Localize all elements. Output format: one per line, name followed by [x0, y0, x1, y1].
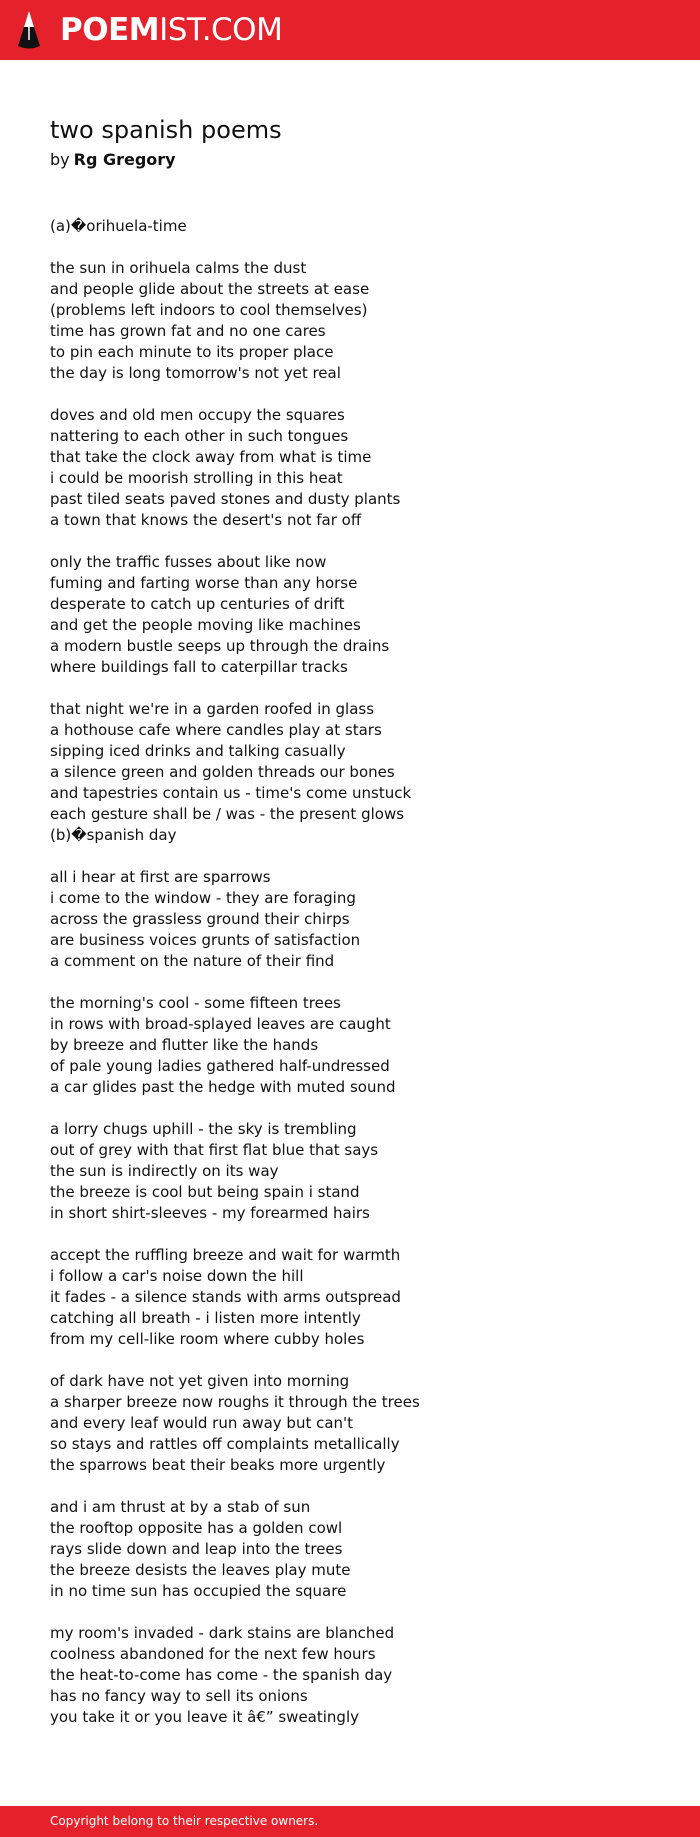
poem-line: to pin each minute to its proper place	[50, 343, 334, 361]
byline	[50, 148, 650, 172]
poem-line: you take it or you leave it â€” sweatingly	[50, 1708, 359, 1726]
poem-line: the sun is indirectly on its way	[50, 1162, 279, 1180]
poem-line: i come to the window - they are foraging	[50, 889, 356, 907]
author-link[interactable]: Rg Gregory	[73, 150, 176, 169]
poem-line	[50, 1224, 650, 1245]
poem-line: a modern bustle seeps up through the drains	[50, 637, 390, 655]
poem-line: the morning's cool - some fifteen trees	[50, 994, 341, 1012]
poem-line: past tiled seats paved stones and dusty plants	[50, 490, 401, 508]
by-label: by	[50, 150, 70, 169]
poem-line: (problems left indoors to cool themselves)	[50, 301, 368, 319]
poem-line: each gesture shall be / was - the present glows	[50, 805, 405, 823]
poem-line: and tapestries contain us - time's come unstuck	[50, 784, 412, 802]
poem-line: time has grown fat and no one cares	[50, 322, 326, 340]
poem-line: and get the people moving like machines	[50, 616, 361, 634]
poem-line: nattering to each other in such tongues	[50, 427, 349, 445]
poem-line	[50, 1476, 650, 1497]
poem-line: doves and old men occupy the squares	[50, 406, 345, 424]
poem-body	[50, 216, 650, 1728]
poem-line: across the grassless ground their chirps	[50, 910, 350, 928]
poem-line	[50, 846, 650, 867]
logo-wordmark	[60, 10, 282, 50]
poem-line: in no time sun has occupied the square	[50, 1582, 347, 1600]
poem-line: all i hear at first are sparrows	[50, 868, 271, 886]
poem-line: out of grey with that first flat blue that says	[50, 1141, 379, 1159]
site-header	[0, 0, 700, 60]
poem-line: the rooftop opposite has a golden cowl	[50, 1519, 343, 1537]
poem-line: where buildings fall to caterpillar tracks	[50, 658, 348, 676]
poem-line: and i am thrust at by a stab of sun	[50, 1498, 311, 1516]
poem-line	[50, 972, 650, 993]
poem-line	[50, 1098, 650, 1119]
poem-line: and people glide about the streets at ease	[50, 280, 370, 298]
poem-line: in short shirt-sleeves - my forearmed hairs	[50, 1204, 370, 1222]
poem-line: desperate to catch up centuries of drift	[50, 595, 345, 613]
poem-line: the sun in orihuela calms the dust	[50, 259, 307, 277]
poem-line: i follow a car's noise down the hill	[50, 1267, 304, 1285]
poem-line: a town that knows the desert's not far off	[50, 511, 362, 529]
poem-line: from my cell-like room where cubby holes	[50, 1330, 365, 1348]
poem-line	[50, 237, 650, 258]
poem-line: and every leaf would run away but can't	[50, 1414, 354, 1432]
poem-line	[50, 678, 650, 699]
site-logo[interactable]	[16, 10, 282, 50]
poem-line: rays slide down and leap into the trees	[50, 1540, 343, 1558]
poem-line: of dark have not yet given into morning	[50, 1372, 350, 1390]
poem-line: fuming and farting worse than any horse	[50, 574, 358, 592]
poem-line: sipping iced drinks and talking casually	[50, 742, 346, 760]
poem-line: by breeze and flutter like the hands	[50, 1036, 319, 1054]
poem-line: only the traffic fusses about like now	[50, 553, 327, 571]
poem-line: that night we're in a garden roofed in glass	[50, 700, 375, 718]
poem-line: a sharper breeze now roughs it through the trees	[50, 1393, 420, 1411]
poem-line: the breeze desists the leaves play mute	[50, 1561, 351, 1579]
poem-line	[50, 1602, 650, 1623]
poem-line: (a)�orihuela-time	[50, 217, 187, 235]
poem-line	[50, 384, 650, 405]
poem-line: so stays and rattles off complaints metallically	[50, 1435, 400, 1453]
site-footer	[0, 1806, 700, 1837]
poem-line	[50, 531, 650, 552]
poem-line: are business voices grunts of satisfaction	[50, 931, 361, 949]
poem-line: a silence green and golden threads our bones	[50, 763, 395, 781]
logo-text-light: IST.COM	[159, 12, 283, 48]
poem-container	[50, 112, 650, 1728]
poem-line: that take the clock away from what is time	[50, 448, 372, 466]
poem-line: of pale young ladies gathered half-undressed	[50, 1057, 390, 1075]
poem-line: accept the ruffling breeze and wait for warmth	[50, 1246, 401, 1264]
poem-line: a car glides past the hedge with muted sound	[50, 1078, 396, 1096]
copyright-text: Copyright belong to their respective owners.	[50, 1814, 319, 1828]
poem-line: has no fancy way to sell its onions	[50, 1687, 308, 1705]
poem-line: a hothouse cafe where candles play at stars	[50, 721, 382, 739]
poem-line: i could be moorish strolling in this heat	[50, 469, 343, 487]
poem-line: the sparrows beat their beaks more urgently	[50, 1456, 386, 1474]
poem-line	[50, 1350, 650, 1371]
poem-line: my room's invaded - dark stains are blanched	[50, 1624, 395, 1642]
poem-line: in rows with broad-splayed leaves are caught	[50, 1015, 391, 1033]
poem-line: coolness abandoned for the next few hours	[50, 1645, 376, 1663]
poem-line: a lorry chugs uphill - the sky is trembling	[50, 1120, 357, 1138]
poem-line: the breeze is cool but being spain i stand	[50, 1183, 360, 1201]
poem-line: (b)�spanish day	[50, 826, 177, 844]
pen-nib-icon	[16, 10, 42, 50]
poem-line: it fades - a silence stands with arms outspread	[50, 1288, 401, 1306]
poem-line: the day is long tomorrow's not yet real	[50, 364, 341, 382]
logo-text-bold: POEM	[60, 12, 160, 48]
poem-line: a comment on the nature of their find	[50, 952, 335, 970]
poem-title: two spanish poems	[50, 116, 282, 144]
poem-line: catching all breath - i listen more intently	[50, 1309, 361, 1327]
poem-line: the heat-to-come has come - the spanish day	[50, 1666, 393, 1684]
